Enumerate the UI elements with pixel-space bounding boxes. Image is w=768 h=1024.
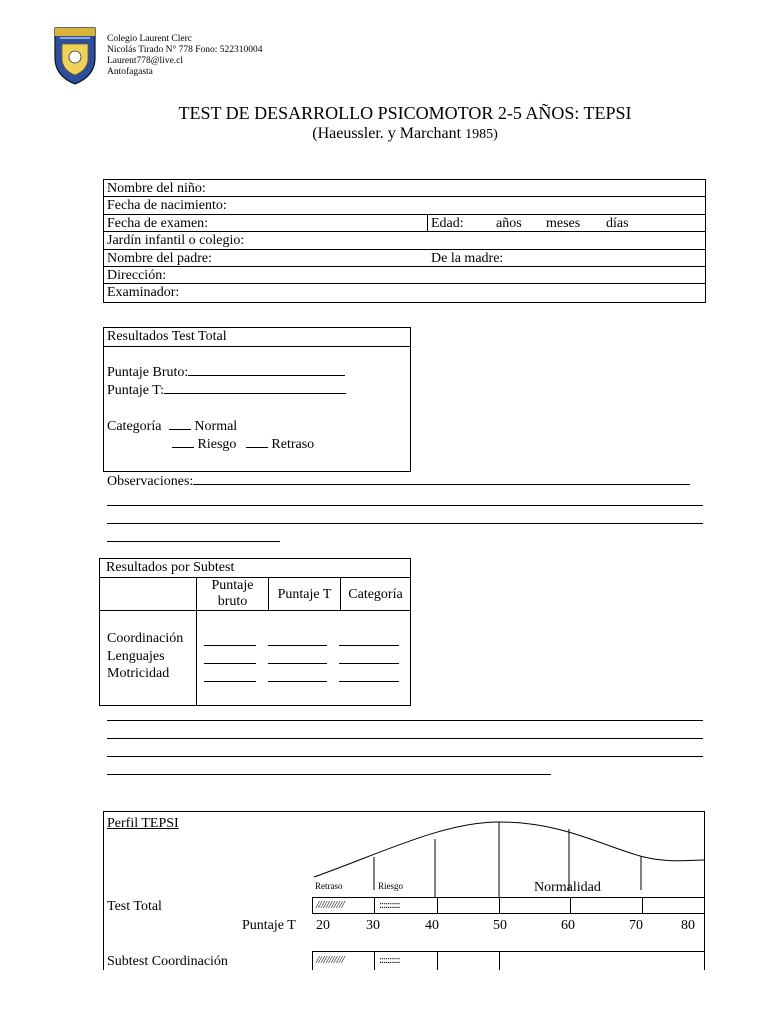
- label-zone-riesgo: Riesgo: [378, 881, 404, 891]
- label-observaciones: Observaciones:: [107, 474, 194, 489]
- label-nombre-padre: Nombre del padre:: [107, 250, 212, 266]
- school-email: Laurent778@live.cl: [107, 56, 184, 66]
- tick-50: 50: [493, 918, 507, 933]
- document-subtitle: [0, 125, 768, 143]
- co-dots: ::::::::::: [379, 954, 400, 966]
- notes-line-2[interactable]: [107, 738, 703, 739]
- row-fecha-examen[interactable]: [104, 215, 705, 232]
- tick-40: 40: [425, 918, 439, 933]
- resultados-subtest-box: [99, 558, 411, 706]
- label-zone-normalidad: Normalidad: [534, 880, 601, 895]
- subtest-header: Resultados por Subtest: [100, 559, 410, 578]
- lenguajes-bruto-blank[interactable]: [204, 663, 256, 664]
- tick-80: 80: [681, 918, 695, 933]
- tt-div-70: [642, 898, 643, 914]
- observaciones-line-3[interactable]: [107, 523, 703, 524]
- label-edad: Edad:: [431, 215, 464, 231]
- label-perfil-puntaje-t: Puntaje T: [242, 918, 296, 933]
- label-puntaje-t: Puntaje T:: [107, 383, 164, 398]
- co-div-50: [499, 951, 500, 970]
- label-fecha-examen: Fecha de examen:: [107, 215, 209, 231]
- label-dias: días: [606, 215, 629, 231]
- puntaje-bruto-field[interactable]: [107, 364, 345, 381]
- label-subtest-coordinacion: Subtest Coordinación: [107, 954, 228, 969]
- categoria-riesgo-retraso-options[interactable]: [172, 436, 314, 453]
- motricidad-bruto-blank[interactable]: [204, 681, 256, 682]
- school-logo: [52, 24, 98, 86]
- label-riesgo: Riesgo: [197, 437, 237, 452]
- col-categoria: Categoría: [348, 587, 403, 602]
- tt-hatch: ///////////: [316, 899, 345, 911]
- coordinacion-cat-blank[interactable]: [339, 645, 399, 646]
- label-direccion: Dirección:: [107, 267, 167, 283]
- categoria-normal-option[interactable]: [107, 418, 237, 435]
- datos-table: [103, 179, 706, 303]
- notes-line-1[interactable]: [107, 720, 703, 721]
- perfil-header: Perfil TEPSI: [107, 816, 179, 831]
- co-div-30: [374, 951, 375, 970]
- label-examinador: Examinador:: [107, 285, 180, 301]
- label-meses: meses: [546, 215, 581, 231]
- tick-30: 30: [366, 918, 380, 933]
- label-jardin: Jardín infantil o colegio:: [107, 233, 245, 249]
- row-fecha-nacimiento[interactable]: [104, 197, 705, 214]
- coordinacion-t-blank[interactable]: [268, 645, 327, 646]
- label-zone-retraso: Retraso: [315, 881, 343, 891]
- row-direccion[interactable]: [104, 267, 705, 284]
- co-div-40: [437, 951, 438, 970]
- motricidad-cat-blank[interactable]: [339, 681, 399, 682]
- label-puntaje-bruto: Puntaje Bruto:: [107, 365, 189, 380]
- row-motricidad: Motricidad: [107, 666, 170, 681]
- tt-dots: ::::::::::: [379, 899, 400, 911]
- row-coordinacion: Coordinación: [107, 631, 184, 646]
- label-nombre-nino: Nombre del niño:: [107, 181, 206, 196]
- tt-div-50: [499, 898, 500, 914]
- row-jardin[interactable]: [104, 232, 705, 249]
- tick-20: 20: [316, 918, 330, 933]
- lenguajes-t-blank[interactable]: [268, 663, 327, 664]
- school-info: [107, 34, 263, 78]
- col-puntaje-t: Puntaje T: [277, 587, 332, 602]
- col-puntaje-bruto-line-2: bruto: [217, 594, 248, 609]
- puntaje-t-field[interactable]: [107, 382, 346, 399]
- observaciones-field[interactable]: [107, 473, 690, 490]
- notes-line-3[interactable]: [107, 756, 703, 757]
- row-padres[interactable]: [104, 250, 705, 267]
- col-puntaje-bruto-line-1: Puntaje: [211, 578, 254, 593]
- label-retraso: Retraso: [271, 437, 315, 452]
- label-anos: años: [496, 215, 522, 231]
- subtest-header-divider: [100, 610, 410, 611]
- co-hatch: ///////////: [316, 954, 345, 966]
- coordinacion-bruto-blank[interactable]: [204, 645, 256, 646]
- label-de-la-madre: De la madre:: [431, 250, 504, 266]
- perfil-tepsi-box: [103, 811, 705, 970]
- subtitle-authors: (Haeussler. y Marchant: [312, 125, 462, 142]
- tick-60: 60: [561, 918, 575, 933]
- coordinacion-bar[interactable]: [312, 951, 704, 970]
- test-total-bar[interactable]: [312, 897, 704, 914]
- label-test-total: Test Total: [107, 899, 162, 914]
- label-categoria: Categoría: [107, 419, 162, 434]
- document-title: TEST DE DESARROLLO PSICOMOTOR 2-5 AÑOS: TEPSI: [178, 103, 632, 123]
- tt-div-40: [437, 898, 438, 914]
- observaciones-line-4[interactable]: [107, 541, 280, 542]
- school-name: Colegio Laurent Clerc: [107, 34, 192, 44]
- row-nombre-nino[interactable]: [104, 180, 705, 197]
- row-lenguajes: Lenguajes: [107, 649, 165, 664]
- school-address: Nicolás Tirado N° 778 Fono: 522310004: [107, 45, 263, 55]
- school-city: Antofagasta: [107, 67, 153, 77]
- resultados-total-header: Resultados Test Total: [104, 328, 410, 347]
- tt-div-60: [570, 898, 571, 914]
- label-fecha-nacimiento: Fecha de nacimiento:: [107, 198, 227, 214]
- motricidad-t-blank[interactable]: [268, 681, 327, 682]
- observaciones-line-2[interactable]: [107, 505, 703, 506]
- notes-line-4[interactable]: [107, 774, 551, 775]
- label-normal: Normal: [194, 419, 238, 434]
- perfil-curve: [104, 812, 704, 970]
- edad-separator: [427, 215, 428, 231]
- lenguajes-cat-blank[interactable]: [339, 663, 399, 664]
- subtitle-year: 1985): [465, 127, 498, 142]
- tick-70: 70: [629, 918, 643, 933]
- row-examinador[interactable]: [104, 284, 705, 301]
- col-puntaje-bruto: [197, 578, 268, 610]
- tt-div-30: [374, 898, 375, 914]
